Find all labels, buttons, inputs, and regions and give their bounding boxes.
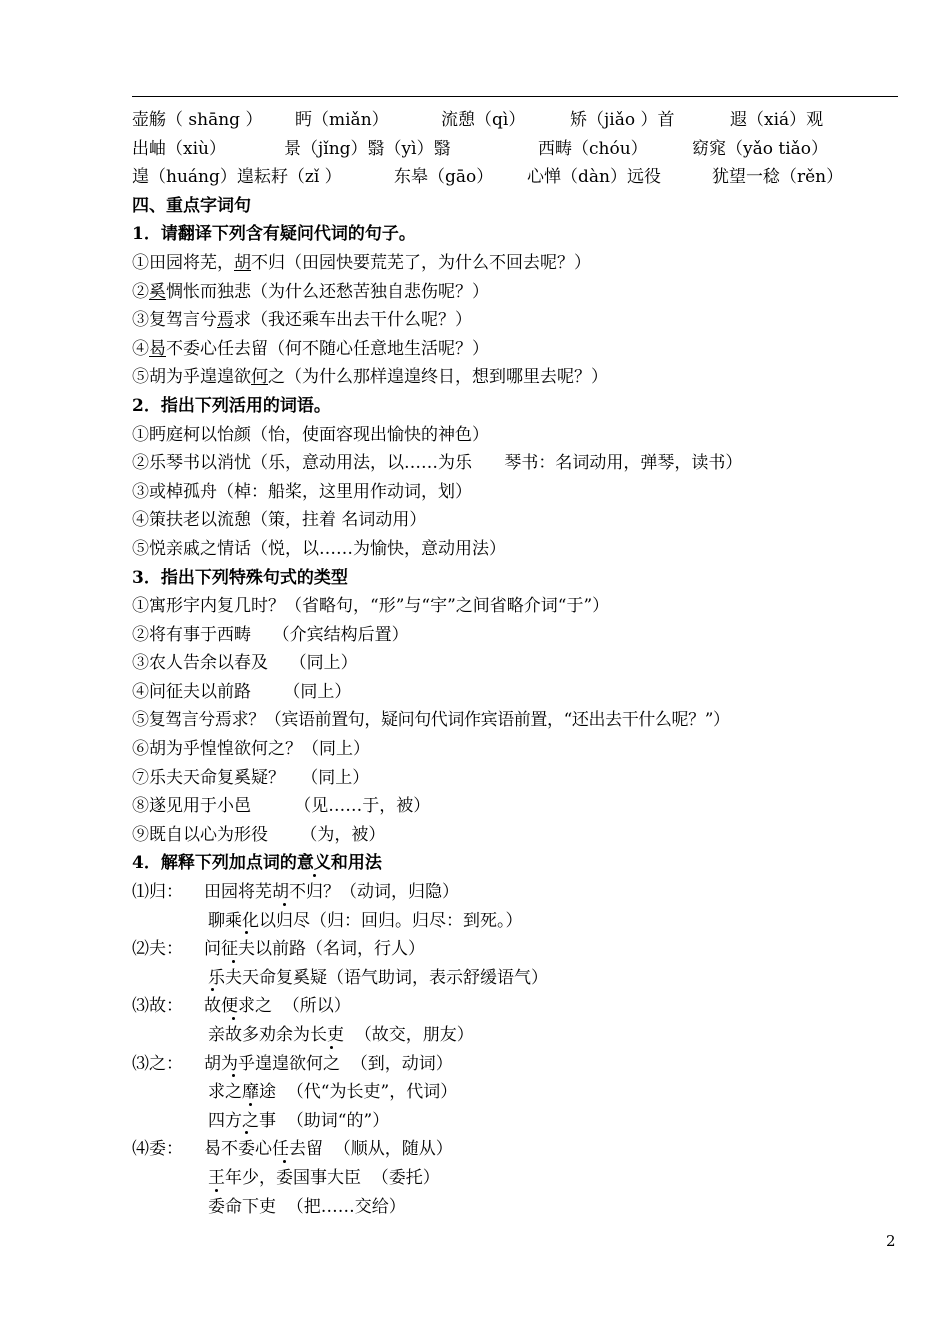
question-1-item: ④曷不委心任去留（何不随心任意地生活呢？） (132, 338, 489, 359)
question-2-item: ②乐琴书以消忧（乐，意动用法，以……为乐 琴书：名词动用，弹琴，读书） (132, 453, 743, 474)
emphasis-dot-char: 夫 (225, 964, 242, 993)
document-body (132, 106, 898, 1221)
question-4-line: 求之靡途 （代“为长吏”，代词） (132, 1078, 898, 1107)
question-2-title: 2．指出下列活用的词语。 (132, 395, 331, 416)
pinyin-entry: 遑（huáng）遑耘耔（zǐ ） (132, 167, 342, 188)
pinyin-row-2 (132, 135, 898, 164)
group-label: ⑴归： (132, 882, 183, 903)
group-label: ⑶之： (132, 1053, 183, 1074)
question-3-item: ③农人告余以春及 （同上） (132, 653, 358, 674)
question-4-line: 委命下吏 （把……交给） (132, 1193, 898, 1222)
question-1-title: 1．请翻译下列含有疑问代词的句子。 (132, 224, 416, 245)
question-4-group-gu: ⑶故： 故便求之 （所以） (132, 992, 898, 1021)
question-2-item: ⑤悦亲戚之情话（悦，以……为愉快，意动用法） (132, 538, 506, 559)
pinyin-entry: 心惮（dàn）远役 (527, 167, 661, 188)
question-4-group-wei: ⑷委： 曷不委心任去留 （顺从，随从） (132, 1135, 898, 1164)
emphasis-dot-char: 归 (276, 907, 293, 936)
emphasis-dot-char: 夫 (238, 935, 255, 964)
emphasis-dot-char: 之 (323, 1050, 340, 1079)
question-2-item: ③或棹孤舟（棹：船桨，这里用作动词，划） (132, 481, 472, 502)
group-label: ⑵夫： (132, 939, 183, 960)
header-rule (132, 96, 898, 97)
pinyin-entry: 景（jǐng）翳（yì）翳 (284, 138, 451, 159)
question-3-item: ①寓形宇内复几时？（省略句，“形”与“宇”之间省略介词“于”） (132, 596, 610, 617)
question-3-title: 3．指出下列特殊句式的类型 (132, 567, 348, 588)
question-3-item: ⑥胡为乎惶惶欲何之？（同上） (132, 739, 370, 760)
group-label: ⑷委： (132, 1139, 183, 1160)
question-3-item: ⑧遂见用于小邑 （见……于，被） (132, 796, 431, 817)
pinyin-entry: 流憩（qì） (441, 110, 526, 130)
group-label: ⑶故： (132, 996, 183, 1017)
question-4-group-fu: ⑵夫： 问征夫以前路（名词，行人） (132, 935, 898, 964)
emphasis-dot-char: 委 (208, 1193, 225, 1222)
question-4-group-zhi: ⑶之： 胡为乎遑遑欲何之 （到，动词） (132, 1050, 898, 1079)
pinyin-entry: 西畴（chóu） (538, 138, 648, 159)
section-title: 四、重点字词句 (132, 195, 251, 216)
emphasis-dot-char: 归 (306, 878, 323, 907)
question-1-item: ③复驾言兮焉求（我还乘车出去干什么呢？） (132, 310, 472, 331)
question-4-line: 亲故多劝余为长吏 （故交，朋友） (132, 1021, 898, 1050)
pinyin-entry: 出岫（xiù） (132, 138, 226, 159)
question-4-line: 乐夫天命复奚疑（语气助词，表示舒缓语气） (132, 964, 898, 993)
question-3-item: ②将有事于西畴 （介宾结构后置） (132, 624, 409, 645)
question-3-item: ⑨既自以心为形役 （为，被） (132, 824, 386, 845)
emphasis-dot-char: 之 (225, 1078, 242, 1107)
pinyin-row-3 (132, 163, 898, 192)
pinyin-entry: 遐（xiá）观 (730, 110, 824, 130)
emphasis-dot-char: 之 (242, 1107, 259, 1136)
question-3-item: ⑦乐夫天命复奚疑？ （同上） (132, 767, 370, 788)
pinyin-entry: 眄（miǎn） (295, 110, 389, 130)
question-4-group-guī: ⑴归： 田园将芜胡不归？（动词，归隐） (132, 878, 898, 907)
question-3-item: ④问征夫以前路 （同上） (132, 681, 352, 702)
question-1-item: ①田园将芜，胡不归（田园快要荒芜了，为什么不回去呢？） (132, 252, 591, 273)
pinyin-entry: 犹望一稔（rěn） (712, 167, 844, 188)
question-2-item: ①眄庭柯以怡颜（怡，使面容现出愉快的神色） (132, 424, 489, 445)
page-number: 2 (886, 1232, 896, 1250)
pinyin-row-1 (132, 106, 898, 135)
emphasis-dot-char: 委 (276, 1164, 293, 1193)
pinyin-entry: 矫（jiǎo ）首 (570, 110, 675, 130)
emphasis-dot-char: 故 (225, 1021, 242, 1050)
question-1-item: ⑤胡为乎遑遑欲何之（为什么那样遑遑终日，想到哪里去呢？） (132, 367, 608, 388)
question-2-item: ④策扶老以流憩（策，拄着 名词动用） (132, 510, 427, 531)
question-3-item: ⑤复驾言兮焉求？（宾语前置句，疑问句代词作宾语前置，“还出去干什么呢？”） (132, 710, 730, 731)
pinyin-entry: 窈窕（yǎo tiǎo） (692, 138, 829, 159)
question-4-title: 4．解释下列加点词的意义和用法 (132, 853, 382, 874)
question-1-item: ②奚惆怅而独悲（为什么还愁苦独自悲伤呢？） (132, 281, 489, 302)
emphasis-dot-char: 委 (238, 1135, 255, 1164)
emphasis-dot-char: 故 (204, 992, 221, 1021)
pinyin-entry: 壶觞（ shāng ） (132, 110, 263, 130)
question-4-line: 聊乘化以归尽（归：回归。归尽：到死。） (132, 907, 898, 936)
question-4-line: 王年少，委国事大臣 （委托） (132, 1164, 898, 1193)
pinyin-entry: 东皋（gāo） (394, 167, 494, 188)
question-4-line: 四方之事 （助词“的”） (132, 1107, 898, 1136)
